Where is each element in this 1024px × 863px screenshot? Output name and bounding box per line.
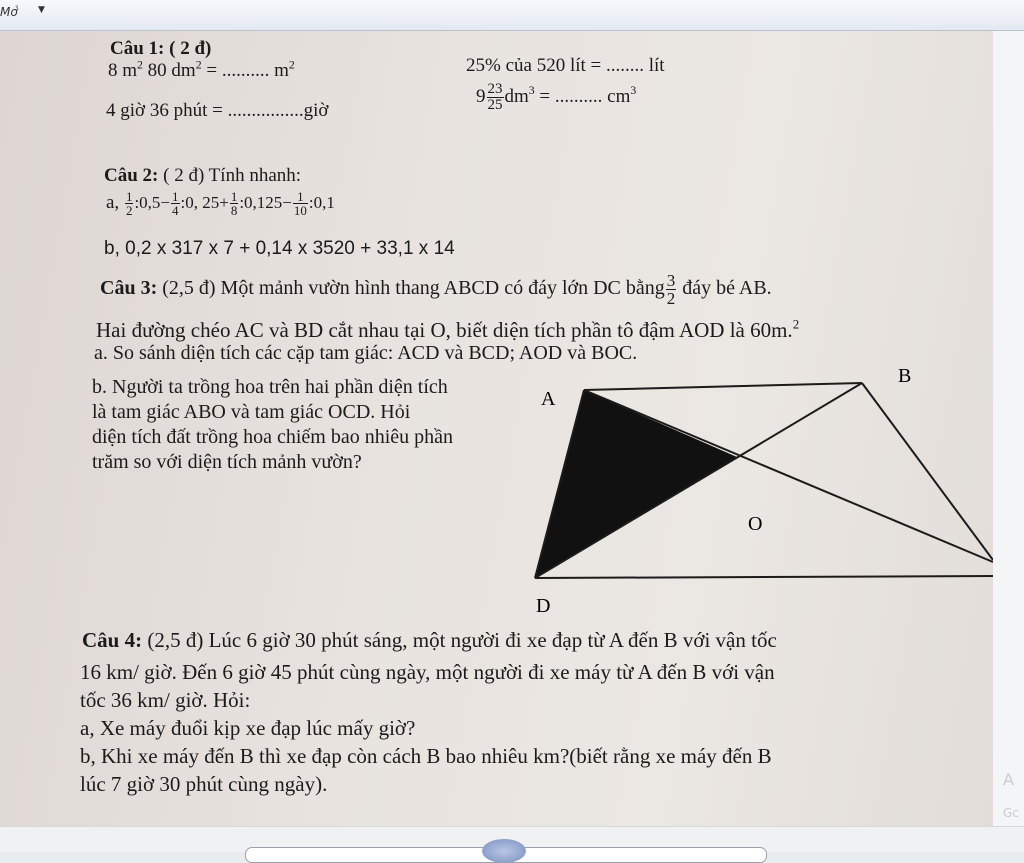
cau1-heading: Câu 1: ( 2 đ) xyxy=(110,38,212,59)
cau3-b-line: là tam giác ABO và tam giác OCD. Hỏi xyxy=(92,401,411,423)
label-b: B xyxy=(898,365,912,387)
edge-ab xyxy=(584,383,862,390)
label-a: A xyxy=(541,388,556,410)
shaded-triangle-aod xyxy=(535,390,737,578)
panel-letter-g: Gc xyxy=(1003,806,1019,820)
cau2-heading: Câu 2: ( 2 đ) Tính nhanh: xyxy=(104,165,302,186)
label-o: O xyxy=(748,513,763,535)
cau1-item2: 25% của 520 lít = ........ lít xyxy=(466,55,665,76)
cau1-item4: 9 $\frac{23}{25}$ $dm^3$ = .......... $cm^3$ xyxy=(476,81,637,113)
viewer-bottom-bar xyxy=(0,826,1024,852)
cau4-line: 16 km/ giờ. Đến 6 giờ 45 phút cùng ngày, một người đi xe máy từ A đến B với vận xyxy=(80,660,775,684)
cau4-line1: Câu 4: (2,5 đ) Lúc 6 giờ 30 phút sáng, một người đi xe đạp từ A đến B với vận tốc xyxy=(82,628,777,652)
cau4-line: tốc 36 km/ giờ. Hỏi: xyxy=(80,688,251,712)
cau1-item1: 8 $m^2$ 80 $dm^2$ = .......... $m^2$ xyxy=(108,58,295,81)
cau4-body xyxy=(80,658,775,798)
cau3-line2: Hai đường chéo AC và BD cắt nhau tại O, biết diện tích phần tô đậm AOD là 60m.$^2$ xyxy=(96,316,800,342)
cau2-part-a: a, $\frac{1}{2}$ :0,5− $\frac{1}{4}$ :0, 25+ $\frac{1}{8}$ :0,125− $\frac{1}{10}$ :0,1 xyxy=(106,189,335,218)
label-d: D xyxy=(536,595,551,617)
cau3-part-a: a. So sánh diện tích các cặp tam giác: ACD và BCD; AOD và BOC. xyxy=(94,342,638,364)
right-panel-edge xyxy=(993,31,1024,826)
caret-down-icon[interactable]: ▼ xyxy=(38,5,45,15)
cau1-item3: 4 giờ 36 phút = ................giờ xyxy=(106,100,329,121)
open-menu-label[interactable]: Mở xyxy=(0,5,18,19)
cau4-line: lúc 7 giờ 30 phút cùng ngày). xyxy=(80,772,328,796)
cau3-b-line: trăm so với diện tích mảnh vườn? xyxy=(92,451,362,473)
cau2-part-b: b, 0,2 x 317 x 7 + 0,14 x 3520 + 33,1 x 14 xyxy=(104,238,455,259)
cau3-line1: Câu 3: (2,5 đ) Một mảnh vườn hình thang ABCD có đáy lớn DC bằng $\frac{3}{2}$ đáy bé AB. xyxy=(100,271,772,308)
edge-dc xyxy=(535,576,993,578)
zoom-knob[interactable] xyxy=(482,839,526,863)
cau4-line: a, Xe máy đuổi kịp xe đạp lúc mấy giờ? xyxy=(80,716,416,740)
cau3-b-line: diện tích đất trồng hoa chiếm bao nhiêu phần xyxy=(92,426,454,448)
cau4-line: b, Khi xe máy đến B thì xe đạp còn cách B bao nhiêu km?(biết rằng xe máy đến B xyxy=(80,744,772,768)
panel-letter-a: A xyxy=(1003,770,1014,789)
cau3-b-line: b. Người ta trồng hoa trên hai phần diện tích xyxy=(92,376,448,398)
